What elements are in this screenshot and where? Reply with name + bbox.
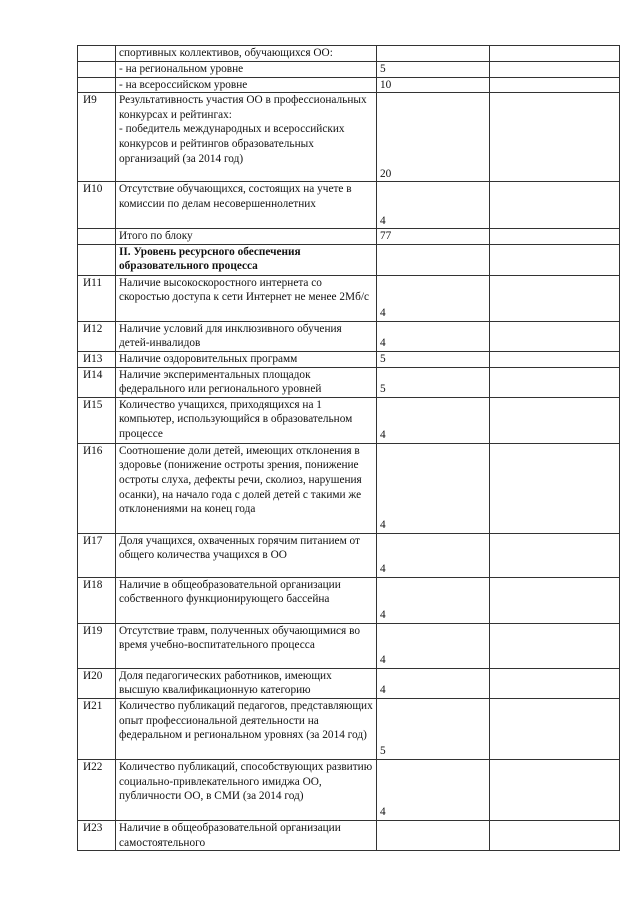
criteria-table-body	[78, 46, 620, 851]
max-score-cell: 5	[377, 62, 490, 78]
max-score-cell	[377, 46, 490, 62]
table-row	[78, 577, 620, 623]
section-heading: II. Уровень ресурсного обеспечения образовательного процесса	[116, 244, 377, 275]
max-score-cell: 4	[377, 397, 490, 443]
max-score-cell: 5	[377, 367, 490, 397]
indicator-description: Наличие высокоскоростного интернета со скоростью доступа к сети Интернет не менее 2Мб/с	[116, 275, 377, 321]
indicator-description: Итого по блоку	[116, 229, 377, 245]
indicator-description: Отсутствие обучающихся, состоящих на учете в комиссии по делам несовершеннолетних	[116, 182, 377, 229]
assessment-cell	[490, 182, 620, 229]
indicator-description: Наличие экспериментальных площадок федерального или регионального уровней	[116, 367, 377, 397]
assessment-cell	[490, 351, 620, 367]
max-score-cell: 5	[377, 351, 490, 367]
assessment-cell	[490, 77, 620, 93]
table-row	[78, 229, 620, 245]
max-score-cell: 20	[377, 93, 490, 182]
table-row	[78, 244, 620, 275]
indicator-code: И22	[78, 759, 116, 820]
indicator-code	[78, 244, 116, 275]
indicator-description: - на региональном уровне	[116, 62, 377, 78]
assessment-cell	[490, 367, 620, 397]
assessment-cell	[490, 820, 620, 850]
assessment-cell	[490, 62, 620, 78]
table-row	[78, 698, 620, 759]
table-row	[78, 623, 620, 668]
max-score-cell: 4	[377, 623, 490, 668]
table-row	[78, 351, 620, 367]
max-score-cell: 10	[377, 77, 490, 93]
indicator-code: И10	[78, 182, 116, 229]
assessment-cell	[490, 698, 620, 759]
indicator-code	[78, 46, 116, 62]
assessment-cell	[490, 46, 620, 62]
indicator-code: И21	[78, 698, 116, 759]
indicator-description: Соотношение доли детей, имеющих отклонения в здоровье (понижение остроты зрения, понижение остроты слуха, дефекты речи, сколиоз, нарушения осанки), на начало года с долей детей с такими же отклонениями на конец года	[116, 443, 377, 533]
indicator-description: Наличие оздоровительных программ	[116, 351, 377, 367]
indicator-code: И14	[78, 367, 116, 397]
max-score-cell: 4	[377, 321, 490, 351]
assessment-cell	[490, 533, 620, 577]
table-row	[78, 668, 620, 698]
indicator-description: Наличие в общеобразовательной организации собственного функционирующего бассейна	[116, 577, 377, 623]
max-score-cell: 4	[377, 275, 490, 321]
assessment-cell	[490, 397, 620, 443]
table-row	[78, 759, 620, 820]
indicator-description: Наличие условий для инклюзивного обучения детей-инвалидов	[116, 321, 377, 351]
indicator-code: И17	[78, 533, 116, 577]
max-score-cell: 5	[377, 698, 490, 759]
indicator-description: Результативность участия ОО в профессиональных конкурсах и рейтингах: - победитель международных и всероссийских конкурсов и рейтингов образовательных организаций (за 2014 год)	[116, 93, 377, 182]
assessment-cell	[490, 244, 620, 275]
max-score-cell: 4	[377, 668, 490, 698]
indicator-code: И12	[78, 321, 116, 351]
max-score-cell: 77	[377, 229, 490, 245]
indicator-code	[78, 62, 116, 78]
indicator-description: Количество публикаций, способствующих развитию социально-привлекательного имиджа ОО, публичности ОО, в СМИ (за 2014 год)	[116, 759, 377, 820]
indicator-description: Количество публикаций педагогов, представляющих опыт профессиональной деятельности на федеральном и региональном уровнях (за 2014 год)	[116, 698, 377, 759]
max-score-cell: 4	[377, 443, 490, 533]
assessment-cell	[490, 577, 620, 623]
assessment-cell	[490, 668, 620, 698]
table-row	[78, 275, 620, 321]
assessment-cell	[490, 443, 620, 533]
indicator-code	[78, 229, 116, 245]
table-row	[78, 397, 620, 443]
assessment-cell	[490, 321, 620, 351]
assessment-cell	[490, 623, 620, 668]
indicator-description: Наличие в общеобразовательной организации самостоятельного	[116, 820, 377, 850]
table-row	[78, 443, 620, 533]
indicator-code: И11	[78, 275, 116, 321]
indicator-code: И13	[78, 351, 116, 367]
criteria-table	[77, 45, 620, 851]
indicator-description: - на всероссийском уровне	[116, 77, 377, 93]
table-row	[78, 321, 620, 351]
indicator-description: Доля учащихся, охваченных горячим питанием от общего количества учащихся в ОО	[116, 533, 377, 577]
indicator-description: Отсутствие травм, полученных обучающимися во время учебно-воспитательного процесса	[116, 623, 377, 668]
indicator-description: спортивных коллективов, обучающихся ОО:	[116, 46, 377, 62]
assessment-cell	[490, 275, 620, 321]
table-row	[78, 182, 620, 229]
max-score-cell: 4	[377, 577, 490, 623]
table-row	[78, 820, 620, 850]
assessment-cell	[490, 759, 620, 820]
table-row	[78, 62, 620, 78]
indicator-code: И20	[78, 668, 116, 698]
assessment-cell	[490, 229, 620, 245]
max-score-cell: 4	[377, 759, 490, 820]
indicator-code: И15	[78, 397, 116, 443]
max-score-cell	[377, 244, 490, 275]
table-row	[78, 367, 620, 397]
indicator-code	[78, 77, 116, 93]
indicator-code: И9	[78, 93, 116, 182]
indicator-description: Количество учащихся, приходящихся на 1 компьютер, использующийся в образовательном процессе	[116, 397, 377, 443]
indicator-code: И23	[78, 820, 116, 850]
assessment-cell	[490, 93, 620, 182]
table-row	[78, 46, 620, 62]
table-row	[78, 93, 620, 182]
indicator-code: И19	[78, 623, 116, 668]
max-score-cell	[377, 820, 490, 850]
table-row	[78, 77, 620, 93]
indicator-code: И16	[78, 443, 116, 533]
table-row	[78, 533, 620, 577]
indicator-description: Доля педагогических работников, имеющих высшую квалификационную категорию	[116, 668, 377, 698]
max-score-cell: 4	[377, 533, 490, 577]
indicator-code: И18	[78, 577, 116, 623]
max-score-cell: 4	[377, 182, 490, 229]
